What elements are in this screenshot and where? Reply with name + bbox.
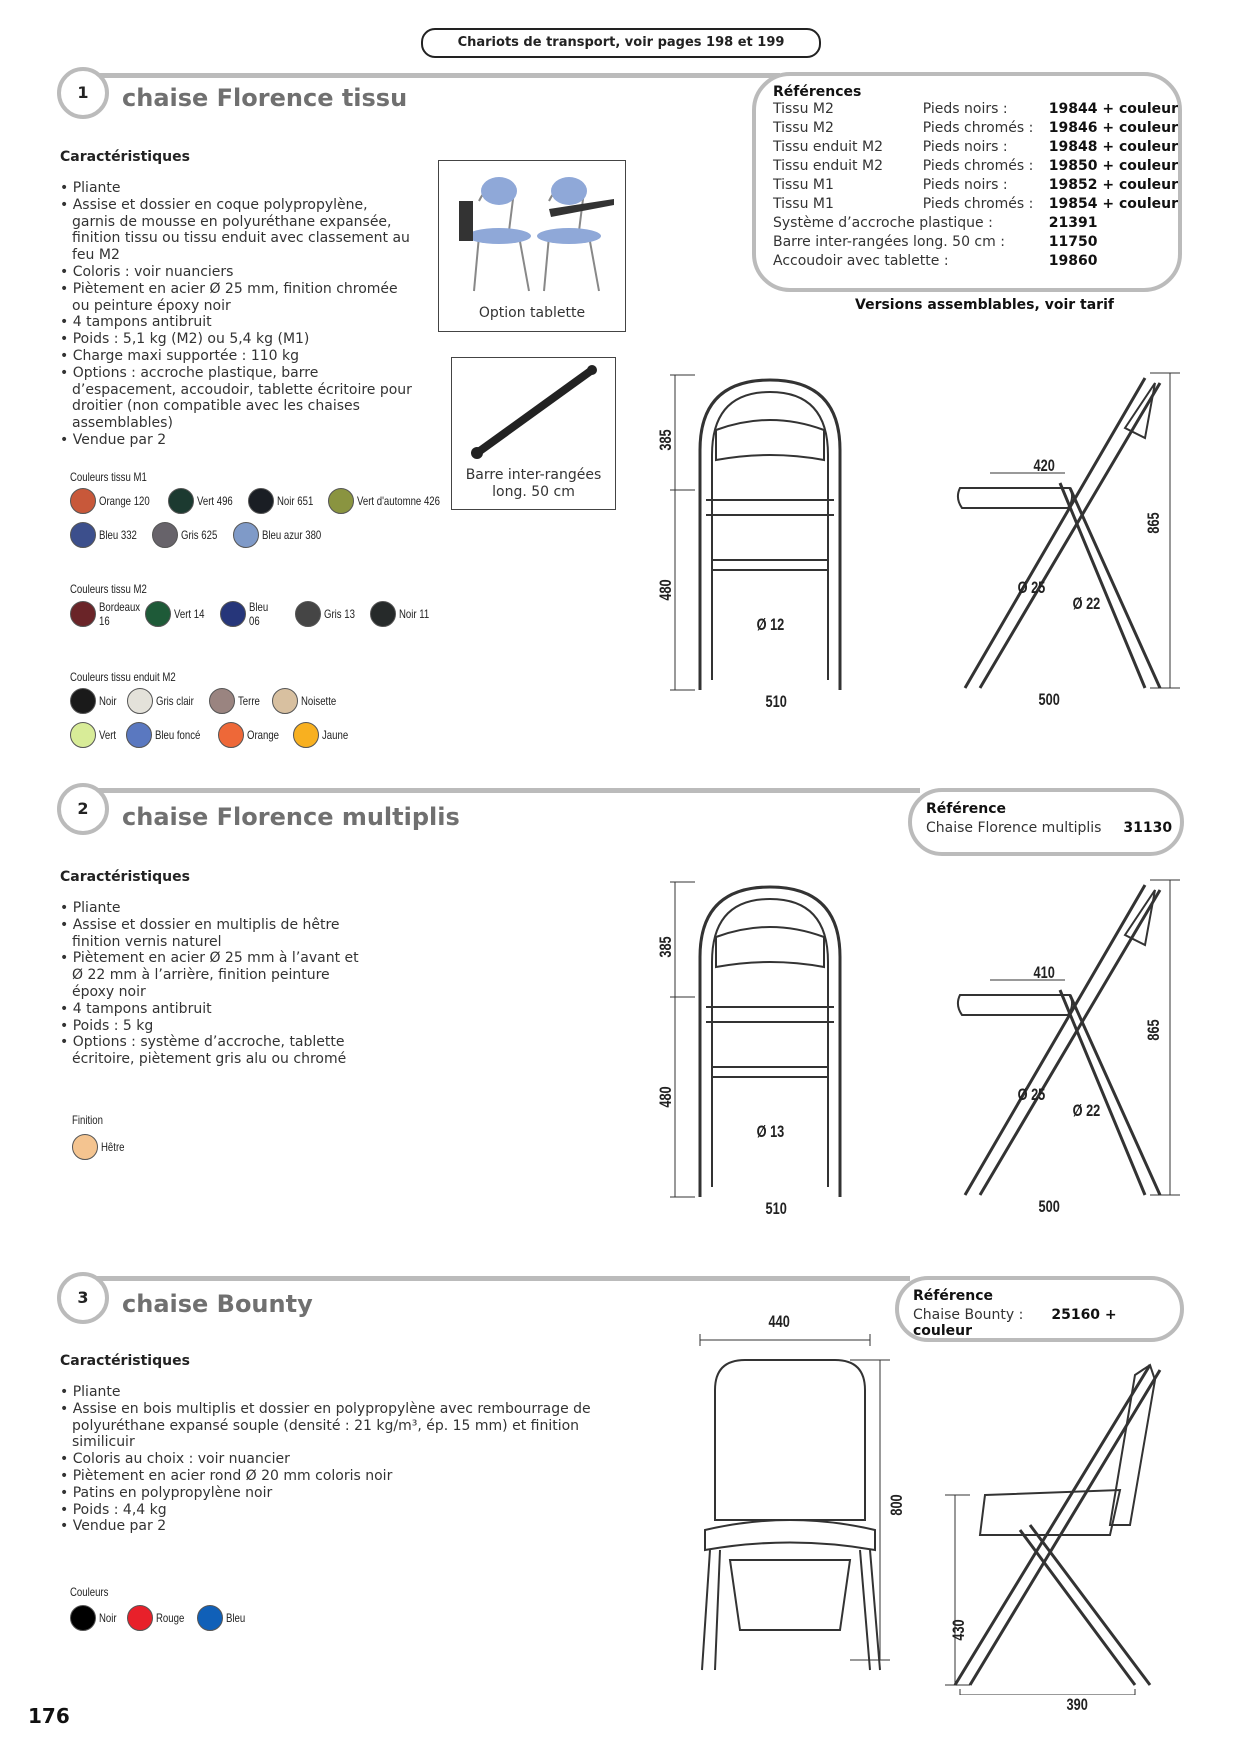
characteristics-title: Caractéristiques (60, 869, 190, 885)
swatch (70, 688, 121, 714)
characteristic-item: • Options : système d’accroche, tablette écritoire, piètement gris alu ou chromé (72, 1034, 372, 1068)
swatch (197, 1605, 250, 1631)
dimension-label: 440 (768, 1312, 790, 1331)
dimension-label: Ø 25 (1017, 578, 1046, 597)
reference-title: Référence (926, 801, 1007, 817)
swatch (370, 601, 439, 627)
characteristic-item: • Piètement en acier rond Ø 20 mm coloris noir (72, 1468, 592, 1485)
swatch-dot (168, 488, 194, 514)
section-title: chaise Florence multiplis (122, 803, 460, 831)
swatch-dot (272, 688, 298, 714)
dimension-label: 865 (1144, 512, 1164, 534)
swatch-label: Gris 625 (181, 528, 218, 542)
swatch-dot (127, 688, 153, 714)
swatch-group-title: Couleurs tissu M1 (70, 470, 147, 484)
section-title: chaise Bounty (122, 1290, 313, 1318)
swatch-label: Vert d'automne 426 (357, 494, 441, 508)
dimension-label: 865 (1144, 1019, 1164, 1041)
reference-label: Système d’accroche plastique : (773, 215, 993, 231)
reference-row (773, 119, 1178, 138)
characteristics-list (60, 900, 372, 1068)
swatch-row (70, 522, 430, 552)
reference-title: Référence (913, 1288, 994, 1304)
swatch-dot (295, 601, 321, 627)
reference-fabric: Tissu enduit M2 (773, 139, 883, 155)
reference-code: 19852 + couleur (1048, 177, 1178, 193)
swatch-label: Noisette (300, 694, 336, 708)
swatch (127, 688, 203, 714)
swatch-dot (220, 601, 246, 627)
swatch-dot (328, 488, 354, 514)
swatch (70, 722, 120, 748)
swatch-dot (126, 722, 152, 748)
swatch-label: Noir (99, 694, 117, 708)
dimension-label: 510 (765, 1199, 787, 1218)
colors-title: Couleurs (70, 1585, 109, 1599)
swatch (272, 688, 345, 714)
color-swatches (70, 1605, 256, 1635)
side-view-drawing (940, 1355, 1170, 1695)
swatch-label: Vert (99, 728, 117, 742)
reference-fabric: Tissu M1 (773, 196, 834, 212)
reference-code: 19854 + couleur (1048, 196, 1178, 212)
reference-feet: Pieds chromés : (922, 158, 1034, 174)
characteristic-item: • Pliante (72, 180, 412, 197)
characteristic-item: • Pliante (72, 900, 372, 917)
swatch-label: Bleu 332 (99, 528, 137, 542)
swatch (127, 1605, 191, 1631)
swatch (293, 722, 355, 748)
section-number: 2 (57, 783, 109, 835)
swatch (295, 601, 364, 627)
swatch-row (70, 488, 441, 518)
swatch-label: Gris clair (156, 694, 194, 708)
swatch (70, 488, 162, 514)
reference-code: 21391 (1048, 215, 1098, 231)
reference-row (773, 233, 1178, 252)
swatch (70, 1605, 121, 1631)
finish-title: Finition (72, 1113, 103, 1127)
row-bar-image (451, 357, 616, 510)
swatch-label: Gris 13 (324, 607, 355, 621)
section-number: 1 (57, 67, 109, 119)
swatch (70, 600, 139, 628)
swatch-label: Orange 120 (99, 494, 150, 508)
reference-code: 19844 + couleur (1048, 101, 1178, 117)
reference-feet: Pieds noirs : (922, 139, 1008, 155)
dimension-label: 430 (949, 1619, 969, 1641)
characteristic-item: • Assise et dossier en multiplis de hêtre finition vernis naturel (72, 917, 372, 951)
references-title: Références (773, 84, 862, 100)
reference-code: 19850 + couleur (1048, 158, 1178, 174)
dimension-label: 500 (1038, 690, 1060, 709)
section-title: chaise Florence tissu (122, 84, 408, 112)
dimension-label: 385 (656, 936, 676, 958)
reference-row (773, 176, 1178, 195)
front-view-drawing (690, 1330, 910, 1680)
characteristic-item: • Poids : 5,1 kg (M2) ou 5,4 kg (M1) (72, 331, 412, 348)
swatch-dot (248, 488, 274, 514)
reference-code: 11750 (1048, 234, 1098, 250)
reference-row (773, 195, 1178, 214)
dimension-label: Ø 25 (1017, 1085, 1046, 1104)
swatch-label: Bleu azur 380 (261, 528, 321, 542)
dimension-label: Ø 12 (756, 615, 785, 634)
dimension-label: 800 (887, 1494, 907, 1516)
dimension-label: 500 (1038, 1197, 1060, 1216)
dimension-label: Ø 13 (756, 1122, 785, 1141)
swatch (126, 722, 212, 748)
characteristic-item: • Assise en bois multiplis et dossier en polypropylène avec rembourrage de polyuréthane expansé souple (densité : 21 kg/m³, ép. 15 mm) et finition similicuir (72, 1401, 592, 1451)
swatch (168, 488, 242, 514)
transport-banner: Chariots de transport, voir pages 198 et 199 (421, 28, 821, 58)
reference-fabric: Tissu M1 (773, 177, 834, 193)
row-bar-caption: Barre inter-rangées long. 50 cm (465, 467, 602, 500)
reference-row (773, 214, 1178, 233)
swatch-label: Noir 11 (399, 607, 430, 621)
swatch-dot (370, 601, 396, 627)
characteristic-item: • Piètement en acier Ø 25 mm, finition chromée ou peinture époxy noir (72, 281, 412, 315)
swatch-label: Noir 651 (277, 494, 314, 508)
swatch-dot (218, 722, 244, 748)
dimension-label: Ø 22 (1072, 1101, 1101, 1120)
dimension-label: 480 (656, 1086, 676, 1108)
characteristic-item: • Coloris au choix : voir nuancier (72, 1451, 592, 1468)
swatch-dot (70, 722, 96, 748)
reference-feet: Pieds chromés : (922, 196, 1034, 212)
reference-code: 25160 + couleur (913, 1307, 1117, 1339)
swatch-group-title: Couleurs tissu enduit M2 (70, 670, 176, 684)
swatch (328, 488, 461, 514)
front-view-drawing (640, 370, 880, 700)
characteristic-item: • Poids : 4,4 kg (72, 1502, 592, 1519)
swatch-hetre (72, 1134, 130, 1160)
swatch-dot (209, 688, 235, 714)
characteristic-item: • Pliante (72, 1384, 592, 1401)
swatch-group (70, 670, 430, 752)
reference-label: Barre inter-rangées long. 50 cm : (773, 234, 1005, 250)
swatch-row (70, 688, 430, 718)
reference-feet: Pieds chromés : (922, 120, 1034, 136)
swatch-label: Bleu 06 (249, 600, 269, 628)
reference-box (908, 788, 1184, 856)
characteristic-item: • 4 tampons antibruit (72, 1001, 372, 1018)
characteristics-list (60, 180, 412, 449)
dimension-label: 420 (1033, 456, 1055, 475)
reference-code: 19860 (1048, 253, 1098, 269)
section-divider (80, 73, 780, 78)
characteristic-item: • 4 tampons antibruit (72, 314, 412, 331)
swatch-row (70, 722, 430, 752)
dimension-label: 385 (656, 429, 676, 451)
characteristic-item: • Patins en polypropylène noir (72, 1485, 592, 1502)
reference-row (773, 252, 1178, 271)
swatch-group (70, 470, 441, 552)
characteristic-item: • Charge maxi supportée : 110 kg (72, 348, 412, 365)
swatch-dot (293, 722, 319, 748)
dimension-label: 510 (765, 692, 787, 711)
swatch (220, 600, 289, 628)
swatch-label: Orange (247, 728, 280, 742)
swatch-dot (127, 1605, 153, 1631)
references-table (773, 100, 1178, 271)
swatch-label: Noir (99, 1611, 117, 1625)
swatch-group (70, 582, 430, 631)
characteristic-item: • Poids : 5 kg (72, 1018, 372, 1035)
swatch (70, 522, 146, 548)
swatch (248, 488, 322, 514)
reference-label: Accoudoir avec tablette : (773, 253, 949, 269)
swatch (209, 688, 265, 714)
swatch (145, 601, 214, 627)
reference-code: 19846 + couleur (1048, 120, 1178, 136)
reference-label: Chaise Florence multiplis (926, 820, 1102, 836)
section-divider (80, 788, 920, 793)
characteristics-title: Caractéristiques (60, 1353, 190, 1369)
reference-code: 19848 + couleur (1048, 139, 1178, 155)
swatch-dot (70, 488, 96, 514)
characteristic-item: • Assise et dossier en coque polypropylène, garnis de mousse en polyuréthane expansée, finition tissu ou tissu enduit avec classement au feu M2 (72, 197, 412, 264)
dimension-label: 410 (1033, 963, 1055, 982)
reference-row (773, 100, 1178, 119)
swatch-label: Bleu foncé (155, 728, 201, 742)
reference-row (773, 157, 1178, 176)
swatch-row (70, 600, 430, 631)
dimension-label: Ø 22 (1072, 594, 1101, 613)
swatch (233, 522, 336, 548)
dimension-label: 480 (656, 579, 676, 601)
reference-box (895, 1276, 1184, 1342)
assembled-versions-note: Versions assemblables, voir tarif (855, 297, 1114, 313)
swatch-dot (72, 1134, 98, 1160)
section-divider (80, 1276, 910, 1281)
reference-code: 31130 (1123, 820, 1173, 836)
reference-feet: Pieds noirs : (922, 177, 1008, 193)
swatch-label: Bordeaux 16 (99, 600, 141, 628)
swatch-dot (70, 522, 96, 548)
characteristics-title: Caractéristiques (60, 149, 190, 165)
swatch-label: Bleu (226, 1611, 246, 1625)
reference-fabric: Tissu enduit M2 (773, 158, 883, 174)
section-number: 3 (57, 1272, 109, 1324)
characteristic-item: • Vendue par 2 (72, 1518, 592, 1535)
page-number: 176 (28, 1704, 70, 1728)
tablet-option-caption: Option tablette (478, 305, 586, 321)
reference-feet: Pieds noirs : (922, 101, 1008, 117)
reference-fabric: Tissu M2 (773, 101, 834, 117)
swatch-label: Hêtre (101, 1140, 125, 1154)
swatch-dot (70, 1605, 96, 1631)
tablet-option-image (438, 160, 626, 332)
characteristic-item: • Vendue par 2 (72, 432, 412, 449)
swatch-label: Terre (238, 694, 261, 708)
swatch-dot (233, 522, 259, 548)
swatch (152, 522, 226, 548)
front-view-drawing (640, 877, 880, 1207)
characteristic-item: • Options : accroche plastique, barre d’espacement, accoudoir, tablette écritoire pour droitier (non compatible avec les chaises assemblables) (72, 365, 412, 432)
dimension-label: 390 (1066, 1695, 1088, 1714)
characteristics-list (60, 1384, 592, 1535)
swatch-group-title: Couleurs tissu M2 (70, 582, 147, 596)
swatch (218, 722, 287, 748)
swatch-dot (145, 601, 171, 627)
swatch-dot (152, 522, 178, 548)
characteristic-item: • Piètement en acier Ø 25 mm à l’avant et Ø 22 mm à l’arrière, finition peinture époxy noir (72, 950, 372, 1000)
swatch-dot (70, 601, 96, 627)
characteristic-item: • Coloris : voir nuanciers (72, 264, 412, 281)
reference-fabric: Tissu M2 (773, 120, 834, 136)
swatch-label: Jaune (322, 728, 349, 742)
reference-label: Chaise Bounty : (913, 1307, 1024, 1323)
reference-row (773, 138, 1178, 157)
swatch-dot (70, 688, 96, 714)
swatch-label: Vert 14 (174, 607, 205, 621)
references-box (752, 72, 1182, 292)
swatch-label: Rouge (156, 1611, 185, 1625)
swatch-dot (197, 1605, 223, 1631)
swatch-label: Vert 496 (197, 494, 234, 508)
